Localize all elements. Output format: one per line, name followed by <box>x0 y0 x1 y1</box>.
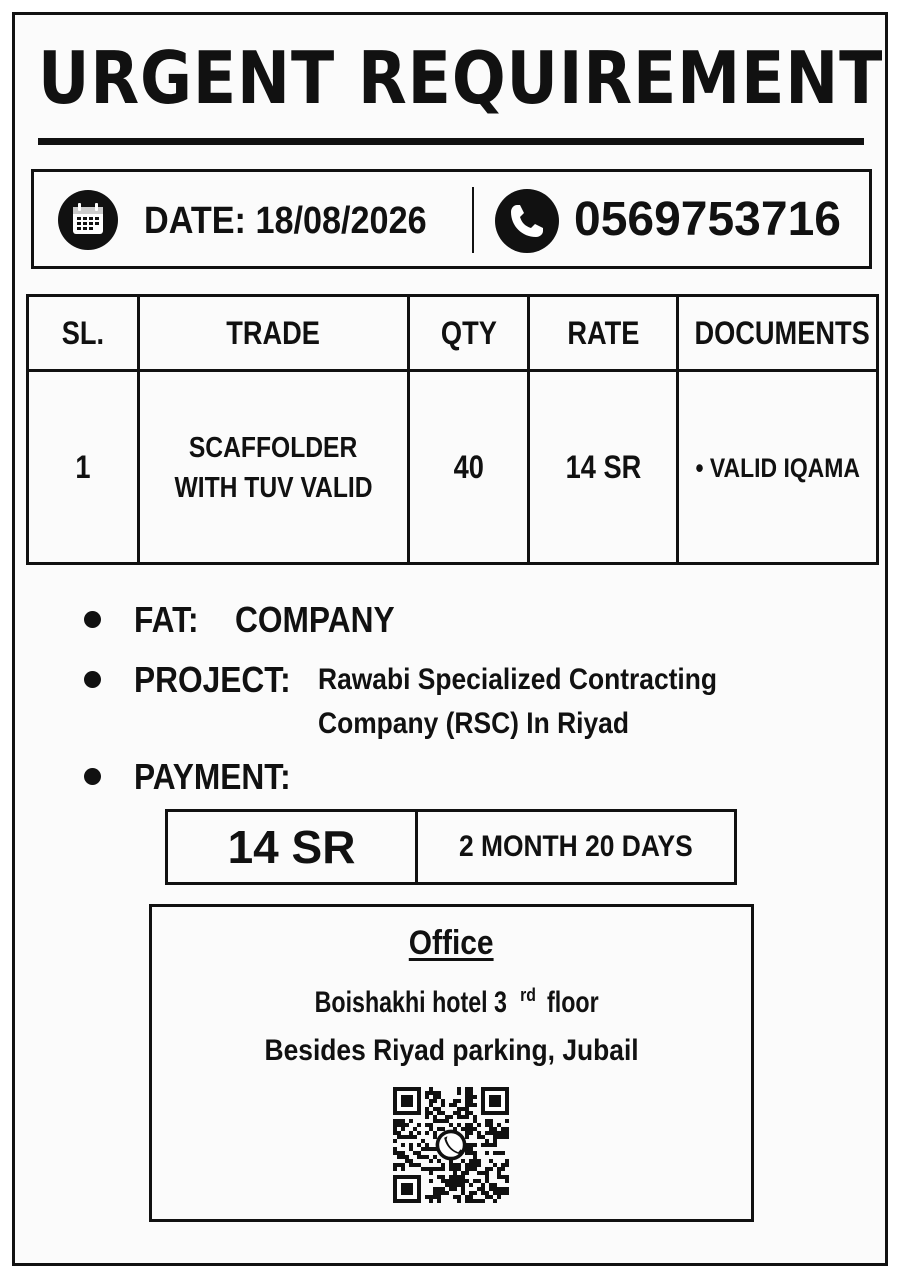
cell-rate: 14 SR <box>529 371 678 564</box>
header-trade: TRADE <box>139 296 409 371</box>
payment-box <box>165 809 737 885</box>
info-divider <box>472 187 474 253</box>
requirement-table <box>26 294 879 565</box>
project-line-2: Company (RSC) In Riyad <box>318 707 629 740</box>
table-header-row <box>28 296 878 371</box>
cell-trade: SCAFFOLDER WITH TUV VALID <box>139 371 409 564</box>
payment-label: PAYMENT: <box>134 756 291 797</box>
bullet-dot <box>84 671 101 688</box>
office-address-line-2: Besides Riyad parking, Jubail <box>264 1034 639 1067</box>
whatsapp-qr-code[interactable] <box>391 1087 511 1203</box>
page-title: URGENT REQUIREMENT <box>38 36 884 120</box>
header-documents: DOCUMENTS <box>678 296 878 371</box>
cell-qty: 40 <box>409 371 529 564</box>
contact-info-box <box>31 169 872 269</box>
bullet-dot <box>84 768 101 785</box>
payment-amount: 14 SR <box>227 821 356 873</box>
project-line-1: Rawabi Specialized Contracting <box>318 663 718 696</box>
header-sl: SL. <box>28 296 139 371</box>
cell-documents: • VALID IQAMA <box>678 371 878 564</box>
table-row <box>28 371 878 564</box>
office-title: Office <box>409 924 494 962</box>
header-rate: RATE <box>529 296 678 371</box>
project-label: PROJECT: <box>134 659 291 700</box>
fat-value: COMPANY <box>235 599 395 640</box>
date-label: DATE: 18/08/2026 <box>144 200 427 242</box>
cell-sl: 1 <box>28 371 139 564</box>
phone-number[interactable]: 0569753716 <box>574 193 841 246</box>
office-address-line-1: Boishakhi hotel 3 $^{rd}$ floor <box>314 985 599 1019</box>
office-box <box>149 904 754 1222</box>
calendar-icon <box>58 190 118 250</box>
phone-icon <box>495 189 559 253</box>
header-qty: QTY <box>409 296 529 371</box>
bullet-dot <box>84 611 101 628</box>
payment-period: 2 MONTH 20 DAYS <box>459 830 693 863</box>
fat-label: FAT: <box>134 599 199 640</box>
title-underline <box>38 138 864 145</box>
